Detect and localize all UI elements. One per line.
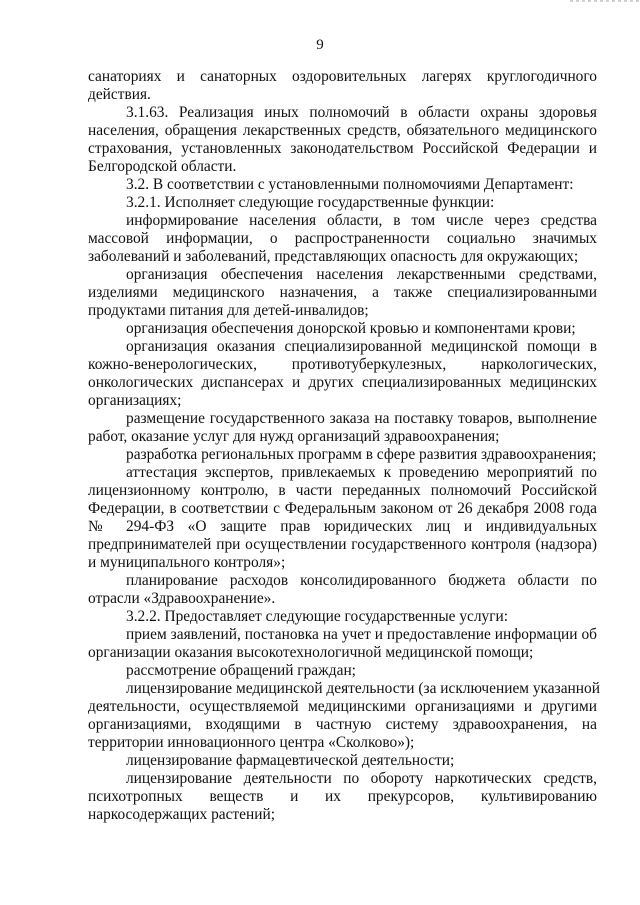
text-line: деятельности, осуществляемой медицинскими организациями и другими	[88, 698, 597, 715]
text-line: организации оказания высокотехнологичной медицинской помощи;	[88, 644, 534, 661]
text-line: лицензирование фармацевтической деятельности;	[126, 752, 455, 769]
text-line: территории инновационного центра «Сколково»);	[88, 734, 415, 751]
text-line: организациях;	[88, 392, 182, 409]
scan-edge-mark	[570, 0, 640, 2]
text-line: лицензирование деятельности по обороту наркотических средств,	[126, 770, 597, 787]
text-line: продуктами питания для детей-инвалидов;	[88, 302, 369, 319]
text-line: наркосодержащих растений;	[88, 806, 275, 823]
text-line: организация оказания специализированной медицинской помощи в	[126, 338, 597, 355]
text-line: информирование населения области, в том числе через средства	[126, 212, 597, 229]
text-line: 3.1.63. Реализация иных полномочий в области охраны здоровья	[126, 104, 597, 121]
text-line: изделиями медицинского назначения, а также специализированными	[88, 284, 597, 301]
text-line: Федерации, в соответствии с Федеральным законом от 26 декабря 2008 года	[88, 500, 597, 517]
text-line: кожно-венерологических, противотуберкулезных, наркологических,	[88, 356, 597, 373]
text-line: лицензирование медицинской деятельности (за исключением указанной	[126, 680, 600, 697]
text-line: прием заявлений, постановка на учет и предоставление информации об	[126, 626, 597, 643]
text-line: Белгородской области.	[88, 158, 237, 175]
text-line: 3.2.1. Исполняет следующие государственные функции:	[126, 194, 495, 211]
text-line: санаториях и санаторных оздоровительных лагерях круглогодичного	[88, 68, 597, 85]
text-line: 3.2. В соответствии с установленными полномочиями Департамент:	[126, 176, 574, 193]
text-line: заболеваний и заболеваний, представляющих опасность для окружающих;	[88, 248, 579, 265]
text-line: страхования, установленных законодательством Российской Федерации и	[88, 140, 597, 157]
page-number: 9	[316, 37, 324, 53]
text-line: 3.2.2. Предоставляет следующие государственные услуги:	[126, 608, 509, 625]
text-line: планирование расходов консолидированного бюджета области по	[126, 572, 597, 589]
text-line: отрасли «Здравоохранение».	[88, 590, 276, 607]
text-line: организация обеспечения населения лекарственными средствами,	[126, 266, 597, 283]
text-line: рассмотрение обращений граждан;	[126, 662, 356, 679]
text-line: организация обеспечения донорской кровью и компонентами крови;	[126, 320, 576, 337]
text-line: психотропных веществ и их прекурсоров, культивированию	[88, 788, 597, 805]
text-line: лицензионному контролю, в части переданных полномочий Российской	[88, 482, 597, 499]
text-line: № 294-ФЗ «О защите прав юридических лиц и индивидуальных	[88, 518, 597, 535]
text-line: предпринимателей при осуществлении государственного контроля (надзора)	[88, 536, 597, 553]
text-line: действия.	[88, 86, 151, 103]
text-line: работ, оказание услуг для нужд организаций здравоохранения;	[88, 428, 500, 445]
text-line: аттестация экспертов, привлекаемых к проведению мероприятий по	[126, 464, 597, 481]
text-line: и муниципального контроля»;	[88, 554, 286, 571]
text-line: онкологических диспансерах и других специализированных медицинских	[88, 374, 597, 391]
text-line: массовой информации, о распространенности социально значимых	[88, 230, 597, 247]
text-line: размещение государственного заказа на поставку товаров, выполнение	[126, 410, 597, 427]
text-line: организациями, входящими в частную систему здравоохранения, на	[88, 716, 597, 733]
text-line: разработка региональных программ в сфере развития здравоохранения;	[126, 446, 597, 463]
text-line: населения, обращения лекарственных средств, обязательного медицинского	[88, 122, 597, 139]
